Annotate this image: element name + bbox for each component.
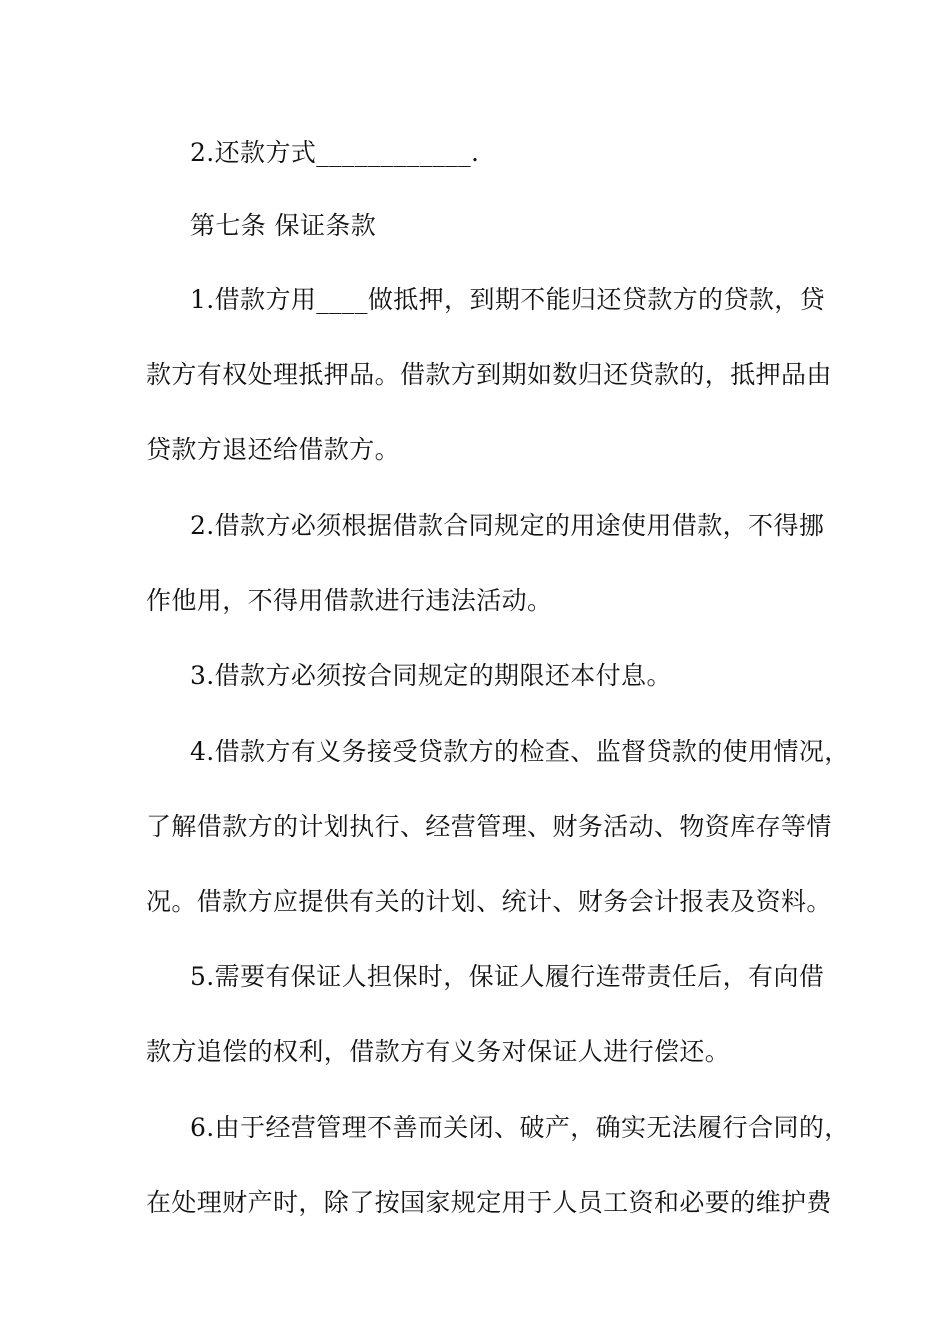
- clause-4-line-3: 况。借款方应提供有关的计划、统计、财务会计报表及资料。: [146, 887, 832, 916]
- clause-4-line-1: 4.借款方有义务接受贷款方的检查、监督贷款的使用情况，: [190, 737, 850, 766]
- clause-2-line-2: 作他用，不得用借款进行违法活动。: [146, 586, 553, 615]
- clause-1-line-3: 贷款方退还给借款方。: [146, 435, 401, 464]
- clause-5-line-2: 款方追偿的权利，借款方有义务对保证人进行偿还。: [146, 1037, 731, 1066]
- article-seven-heading: 第七条 保证条款: [190, 211, 377, 240]
- clause-4-line-2: 了解借款方的计划执行、经营管理、财务活动、物资库存等情: [146, 812, 832, 841]
- clause-3-line-1: 3.借款方必须按合同规定的期限还本付息。: [190, 661, 672, 690]
- clause-1-line-2: 款方有权处理抵押品。借款方到期如数归还贷款的，抵押品由: [146, 360, 832, 389]
- clause-1-line-1: 1.借款方用____做抵押，到期不能归还贷款方的贷款，贷: [190, 285, 826, 314]
- clause-2-line-1: 2.借款方必须根据借款合同规定的用途使用借款，不得挪: [190, 511, 825, 540]
- clause-5-line-1: 5.需要有保证人担保时，保证人履行连带责任后，有向借: [190, 962, 825, 991]
- clause-6-line-2: 在处理财产时，除了按国家规定用于人员工资和必要的维护费: [146, 1188, 832, 1217]
- repayment-method-line: 2.还款方式____________.: [190, 138, 480, 167]
- clause-6-line-1: 6.由于经营管理不善而关闭、破产，确实无法履行合同的，: [190, 1113, 850, 1142]
